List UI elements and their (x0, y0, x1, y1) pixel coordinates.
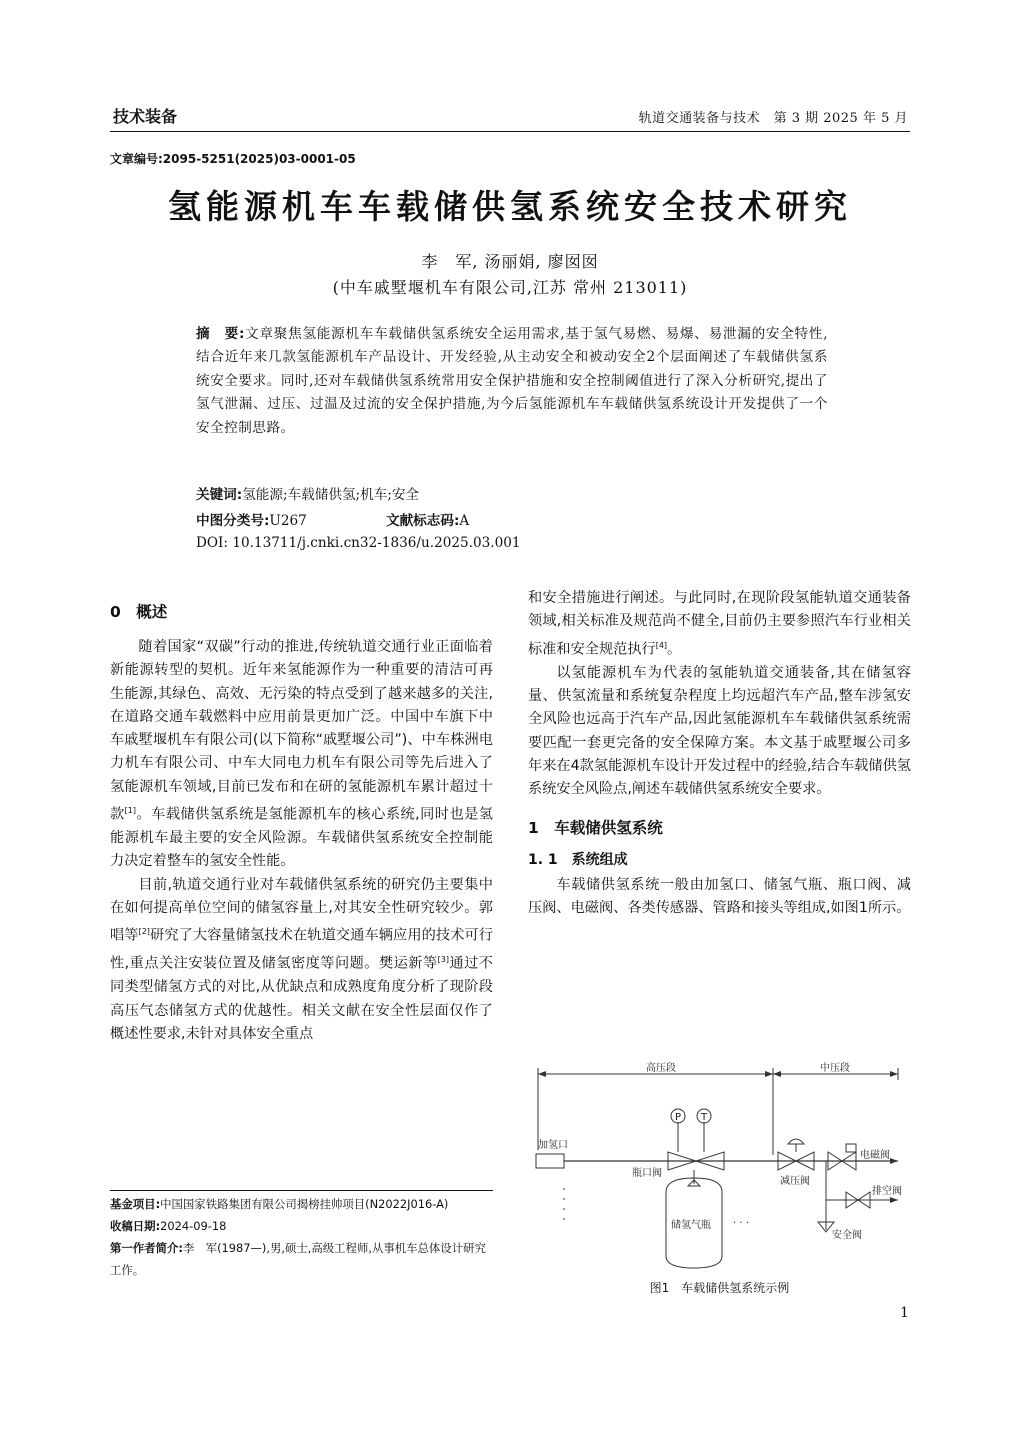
fund-note (110, 1193, 493, 1215)
ellipsis: · · · (733, 1218, 749, 1229)
inlet-shape (536, 1154, 564, 1168)
text-run: 随着国家“双碳”行动的推进,传统轨道交通行业正面临着新能源转型的契机。近年来氢能源作为一种重要的清洁可再生能源,其绿色、高效、无污染的特点受到了越来越多的关注,在道路交通车载燃料中应用前景更加广泛。中国中车旗下中车戚墅堰机车有限公司(以下简称“戚墅堰公司”)、中车株洲电力机车有限公司、中车大同电力机车有限公司等先后进入了氢能源机车领域,目前已发布和在研的氢能源机车累计超过十款 (110, 639, 493, 823)
hydrogen-system-diagram (528, 1060, 911, 1275)
keywords-label: 关键词: (196, 487, 243, 503)
section-heading-1: 1 车载储供氢系统 (528, 819, 663, 838)
high-pressure-label: 高压段 (646, 1063, 676, 1074)
received-label: 收稿日期: (110, 1219, 161, 1233)
clc-label: 中图分类号: (196, 513, 270, 529)
article-number: 文章编号:2095-5251(2025)03-0001-05 (110, 152, 356, 166)
header-rule (110, 131, 910, 132)
citation-4[interactable]: [4] (655, 640, 668, 650)
tank-label: 储氢气瓶 (671, 1220, 711, 1231)
received-text: 2024-09-18 (160, 1219, 227, 1233)
paragraph (110, 874, 493, 1047)
inlet-label: 加氢口 (538, 1140, 568, 1151)
abstract (196, 323, 828, 440)
reducer-label: 减压阀 (780, 1176, 810, 1187)
subsection-heading-1-1: 1. 1 系统组成 (528, 851, 628, 868)
citation-2[interactable]: [2] (138, 927, 150, 937)
abstract-label: 摘 要: (196, 326, 245, 342)
document-code (386, 509, 469, 529)
paper-title: 氢能源机车车载储供氢系统安全技术研究 (168, 187, 852, 226)
left-column (110, 636, 493, 1046)
right-column (528, 587, 911, 921)
author-label: 第一作者简介: (110, 1241, 183, 1255)
paragraph: 以氢能源机车为代表的氢能轨道交通装备,其在储氢容量、供氢流量和系统复杂程度上均远超汽车产品,整车涉氢安全风险也远高于汽车产品,因此氢能源机车车载储供氢系统需要匹配一套更完备的安全保障方案。本文基于戚墅堰公司多年来在4款氢能源机车设计开发过程中的经验,结合车载储供氢系统安全风险点,阐述车载储供氢系统安全要求。 (528, 664, 911, 798)
mid-pressure-label: 中压段 (820, 1063, 850, 1074)
paragraph (110, 636, 493, 874)
citation-3[interactable]: [3] (437, 955, 449, 965)
pressure-sensor-label: P (675, 1112, 682, 1123)
keywords (196, 483, 419, 503)
citation-1[interactable]: [1] (124, 806, 137, 816)
bottle-valve-label: 瓶口阀 (632, 1168, 662, 1179)
keywords-text: 氢能源;车载储供氢;机车;安全 (242, 487, 420, 503)
journal-header: 轨道交通装备与技术 第 3 期 2025 年 5 月 (638, 111, 908, 126)
author-text: 李 军(1987—),男,硕士,高级工程师,从事机车总体设计研究工作。 (110, 1241, 486, 1277)
solenoid-label: 电磁阀 (860, 1150, 890, 1161)
doi: DOI: 10.13711/j.cnki.cn32-1836/u.2025.03.001 (196, 535, 521, 551)
abstract-text: 文章聚焦氢能源机车车载储供氢系统安全运用需求,基于氢气易燃、易爆、易泄漏的安全特性,结合近年来几款氢能源机车产品设计、开发经验,从主动安全和被动安全2个层面阐述了车载储供氢系统安全要求。同时,还对车载储供氢系统常用安全保护措施和安全控制阈值进行了深入分析研究,提出了氢气泄漏、过压、过温及过流的安全保护措施,为今后氢能源机车车载储供氢系统设计开发提供了一个安全控制思路。 (196, 326, 829, 436)
fund-text: 中国国家铁路集团有限公司揭榜挂帅项目(N2022J016-A) (160, 1197, 449, 1211)
text-run: 。车载储供氢系统是氢能源机车的核心系统,同时也是氢能源机车最主要的安全风险源。车载储供氢系统安全控制能力决定着整车的氢安全性能。 (110, 806, 493, 870)
paragraph (528, 587, 911, 662)
text-run: 通过不同类型储氢方式的对比,从优缺点和成熟度角度分析了现阶段高压气态储氢方式的优越性。相关文献在安全性层面仅作了概述性要求,未针对具体安全重点 (110, 956, 493, 1042)
drain-label: 排空阀 (872, 1186, 902, 1197)
footnote-rule (110, 1190, 493, 1191)
text-run: 研究了大容量储氢技术在轨道交通车辆应用的技术可行性,重点关注安装位置及储氢密度等问题。樊运新等 (110, 928, 493, 973)
safety-label: 安全阀 (832, 1230, 862, 1241)
paragraph: 车载储供氢系统一般由加氢口、储氢气瓶、瓶口阀、减压阀、电磁阀、各类传感器、管路和接头等组成,如图1所示。 (528, 877, 911, 917)
author-note (110, 1237, 493, 1281)
page-number: 1 (900, 1305, 909, 1321)
section-heading-0: 0 概述 (110, 603, 168, 621)
section-label: 技术装备 (113, 107, 178, 126)
text-run: 目前,轨道交通行业对车载储供氢系统的研究仍主要集中在如何提高单位空间的储氢容量上,对其安全性研究较少。郭唱等 (110, 876, 493, 945)
doc-code-text: A (459, 513, 470, 529)
fund-label: 基金项目: (110, 1197, 161, 1211)
clc-text: U267 (269, 513, 307, 529)
footnotes (110, 1193, 493, 1281)
received-note (110, 1215, 493, 1237)
doc-code-label: 文献标志码: (386, 513, 460, 529)
text-run: 和安全措施进行阐述。与此同时,在现阶段氢能轨道交通装备领域,相关标准及规范尚不健全,目前仍主要参照汽车行业相关标准和安全规范执行 (528, 590, 911, 658)
authors: 李 军, 汤丽娟, 廖囡囡 (421, 252, 599, 271)
text-run: 。 (667, 641, 682, 658)
clc-number (196, 509, 307, 529)
affiliation: (中车戚墅堰机车有限公司,江苏 常州 213011) (332, 278, 688, 297)
figure-caption: 图1 车载储供氢系统示例 (649, 1281, 790, 1295)
temperature-sensor-label: T (701, 1112, 708, 1123)
